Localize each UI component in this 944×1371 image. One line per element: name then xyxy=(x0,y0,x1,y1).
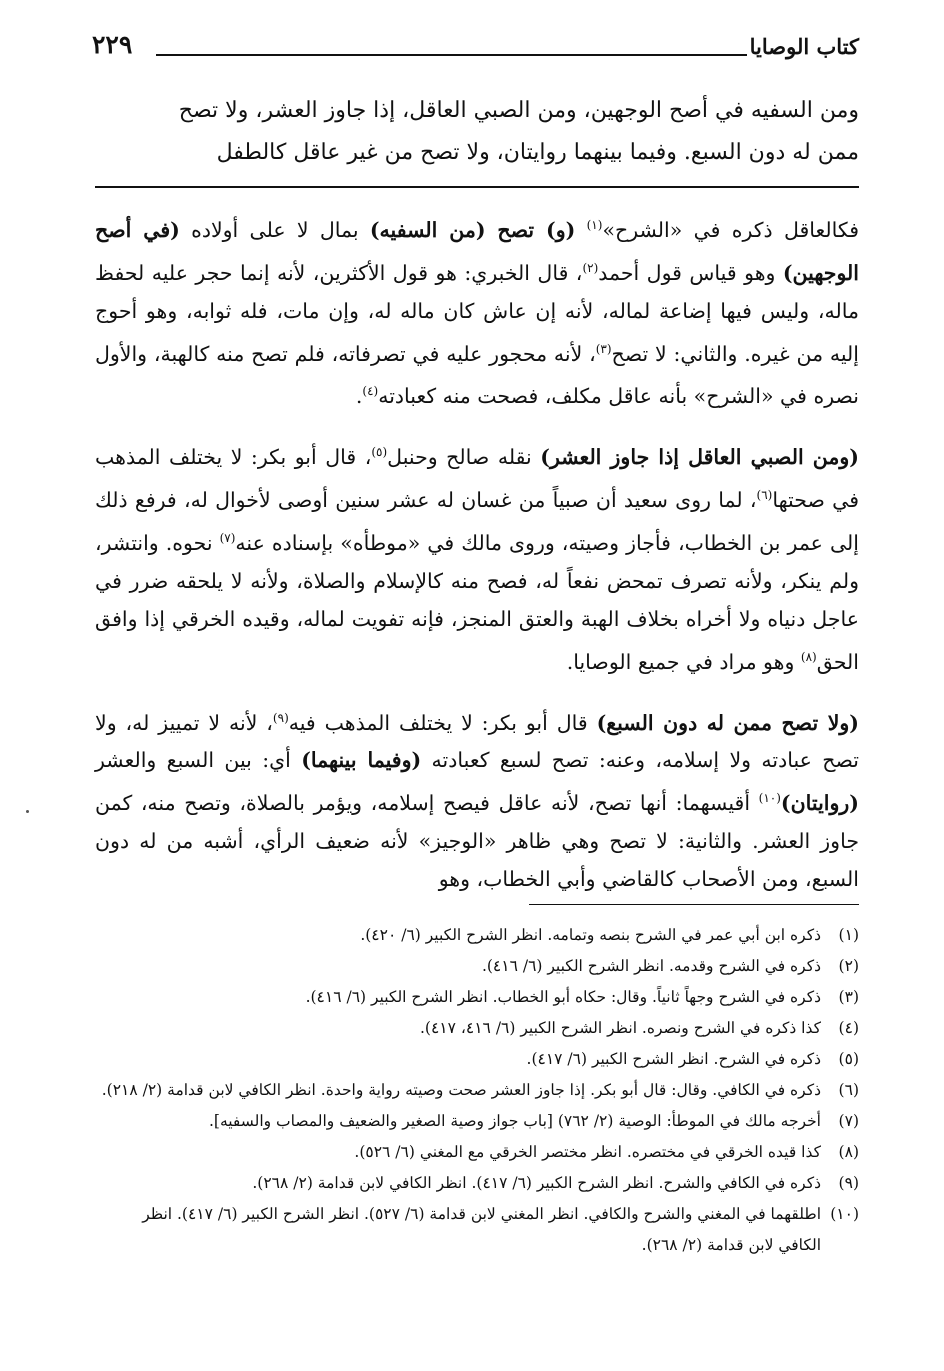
footnote-number: (٩) xyxy=(838,1174,859,1192)
matn-separator xyxy=(95,186,859,188)
text-run: فكالعاقل ذكره في «الشرح» xyxy=(602,217,860,242)
page-number: ٢٢٩ xyxy=(92,30,133,59)
footnote xyxy=(95,1199,859,1261)
footnote-number: (١٠) xyxy=(830,1205,859,1223)
footnote-ref: (٤) xyxy=(362,384,379,399)
text-run: نحوه. وانتشر، ولم ينكر، ولأنه تصرف تمحض نفعاً له، فصح منه كالإسلام والصلاة، ولأنه لا يلحقه ضرر في عاجل دنياه ولا أخراه بخلاف الهبة والعتق المنجز، فإنه تفويت لماله، وقيده الخرقي إذا وافق الحق xyxy=(95,530,859,674)
matn-text xyxy=(95,90,859,174)
matn-line: ومن السفيه في أصح الوجهين، ومن الصبي العاقل، إذا جاوز العشر، ولا تصح xyxy=(178,98,859,123)
matn-quote: (ولا تصح ممن له دون السبع) xyxy=(596,710,859,735)
text-run: ، لما روى سعيد أن صبياً من غسان له عشر سنين أوصى لأخوال له، فرفع ذلك إلى عمر بن الخطاب، فأجاز وصيته، وروى مالك في «موطأه» بإسناده عنه xyxy=(95,487,859,555)
matn-quote: (في أصح الوجهين) xyxy=(95,217,859,285)
text-run: ، قال أبو بكر: لا يختلف المذهب في صحتها xyxy=(95,445,859,512)
footnote-text: ذكره في الشرح وقدمه. انظر الشرح الكبير (٦/ ٤١٦). xyxy=(481,957,821,975)
footnote-text: كذا قيده الخرقي في مختصره. انظر مختصر الخرقي مع المغني (٦/ ٥٢٦). xyxy=(354,1143,821,1161)
text-run: ، قال الخبري: هو قول الأكثرين، لأنه إنما حجر عليه لحفظ ماله، وليس فيها إضاعة لماله، لأنه إن عاش كان ماله له، وإن مات، فله ثوابه، وهو أحوج إليه من غيره. والثاني: لا تصح xyxy=(95,260,859,366)
footnote-number: (٢) xyxy=(838,957,859,975)
text-run: ، لأنه محجور عليه في تصرفاته، فلم تصح منه كالهبة، والأول نصره في «الشرح» بأنه عاقل مكلف، فصحت منه كعبادته xyxy=(95,341,859,409)
matn-quote: (و) تصح (من السفيه) xyxy=(369,217,576,242)
matn-line: ممن له دون السبع. وفيما بينهما روايتان، ولا تصح من غير عاقل كالطفل xyxy=(216,140,859,165)
commentary-paragraph xyxy=(95,699,859,899)
footnote-number: (٤) xyxy=(838,1019,859,1037)
footnote-number: (٥) xyxy=(838,1050,859,1068)
footnotes xyxy=(95,920,859,1261)
text-run: نقله صالح وحنبل xyxy=(387,445,541,470)
footnote xyxy=(95,1044,859,1075)
matn-quote: (روايتان) xyxy=(780,791,859,816)
commentary-paragraph xyxy=(95,206,859,415)
footnote-text: ذكره في الكافي والشرح. انظر الشرح الكبير (٦/ ٤١٧). انظر الكافي لابن قدامة (٢/ ٢٦٨). xyxy=(252,1174,821,1192)
footnote-ref: (٣) xyxy=(595,341,612,356)
header-rule xyxy=(156,54,747,56)
footnote-ref: (٩) xyxy=(272,710,289,725)
footnote-text: أخرجه مالك في الموطأ: الوصية (٢/ ٧٦٢) [باب جواز وصية الصغير والضعيف والمصاب والسفيه]. xyxy=(208,1112,821,1130)
commentary-paragraph xyxy=(95,433,859,680)
footnote xyxy=(95,982,859,1013)
footnote-text: كذا ذكره في الشرح ونصره. انظر الشرح الكبير (٦/ ٤١٦، ٤١٧). xyxy=(420,1019,821,1037)
text-run: وهو قياس قول أحمد xyxy=(598,260,783,285)
footnote-rule xyxy=(529,904,859,905)
footnote xyxy=(95,920,859,951)
footnote-text: ذكره في الشرح وجهاً ثانياً. وقال: حكاه أبو الخطاب. انظر الشرح الكبير (٦/ ٤١٦). xyxy=(305,988,821,1006)
matn-quote: (وفيما بينهما) xyxy=(301,748,422,773)
footnote-ref: (١) xyxy=(586,218,603,232)
footnote-ref: (٨) xyxy=(800,649,817,664)
commentary-text xyxy=(95,206,859,916)
footnote-number: (٧) xyxy=(838,1112,859,1130)
chapter-title: كتاب الوصايا xyxy=(749,34,859,59)
footnote-text: اطلقهما في المغني والشرح والكافي. انظر المغني لابن قدامة (٦/ ٥٢٧). انظر الشرح الكبير (٦/ ٤١٧). انظر الكافي لابن قدامة (٢/ ٢٦٨). xyxy=(142,1205,821,1254)
footnote-ref: (٧) xyxy=(219,530,236,545)
text-run: بمال لا على أولاده xyxy=(179,217,370,242)
text-run: ، لأنه لا تمييز له، ولا تصح عبادته ولا إسلامه، وعنه: تصح لسبع كعبادته xyxy=(95,710,859,773)
footnote-number: (٣) xyxy=(838,988,859,1006)
scan-speck xyxy=(26,810,29,813)
footnote-text: ذكره في الشرح. انظر الشرح الكبير (٦/ ٤١٧). xyxy=(526,1050,821,1068)
text-run: . xyxy=(355,384,363,409)
footnote-ref: (٢) xyxy=(582,260,599,275)
text-run: أي: بين السبع والعشر xyxy=(95,748,302,773)
footnote-ref: (١٠) xyxy=(758,791,781,806)
matn-quote: (ومن الصبي العاقل إذا جاوز العشر) xyxy=(540,445,859,470)
footnote-number: (٦) xyxy=(838,1081,859,1099)
footnote xyxy=(95,1168,859,1199)
text-run: وهو مراد في جميع الوصايا. xyxy=(566,649,801,674)
page-header xyxy=(92,30,859,64)
footnote-number: (١) xyxy=(838,926,859,944)
text-run xyxy=(575,218,586,242)
footnote xyxy=(95,1106,859,1137)
text-run: قال أبو بكر: لا يختلف المذهب فيه xyxy=(288,710,597,735)
footnote xyxy=(95,951,859,982)
footnote xyxy=(95,1013,859,1044)
footnote xyxy=(95,1137,859,1168)
footnote xyxy=(95,1075,859,1106)
footnote-ref: (٥) xyxy=(371,445,388,460)
footnote-ref: (٦) xyxy=(756,488,773,503)
text-run: أقيسهما: أنها تصح، لأنه عاقل فيصح إسلامه، ويؤمر بالصلاة، وتصح منه، كمن جاوز العشر. والثانية: لا تصح وهي ظاهر «الوجيز» لأنه ضعيف الرأي، أشبه من له دون السبع، ومن الأصحاب كالقاضي وأبي الخطاب، وهو xyxy=(95,791,859,892)
footnote-text: ذكره في الكافي. وقال: قال أبو بكر. إذا جاوز العشر صحت وصيته رواية واحدة. انظر الكافي لابن قدامة (٢/ ٢١٨). xyxy=(101,1081,821,1099)
footnote-number: (٨) xyxy=(838,1143,859,1161)
footnote-text: ذكره ابن أبي عمر في الشرح بنصه وتمامه. انظر الشرح الكبير (٦/ ٤٢٠). xyxy=(360,926,821,944)
